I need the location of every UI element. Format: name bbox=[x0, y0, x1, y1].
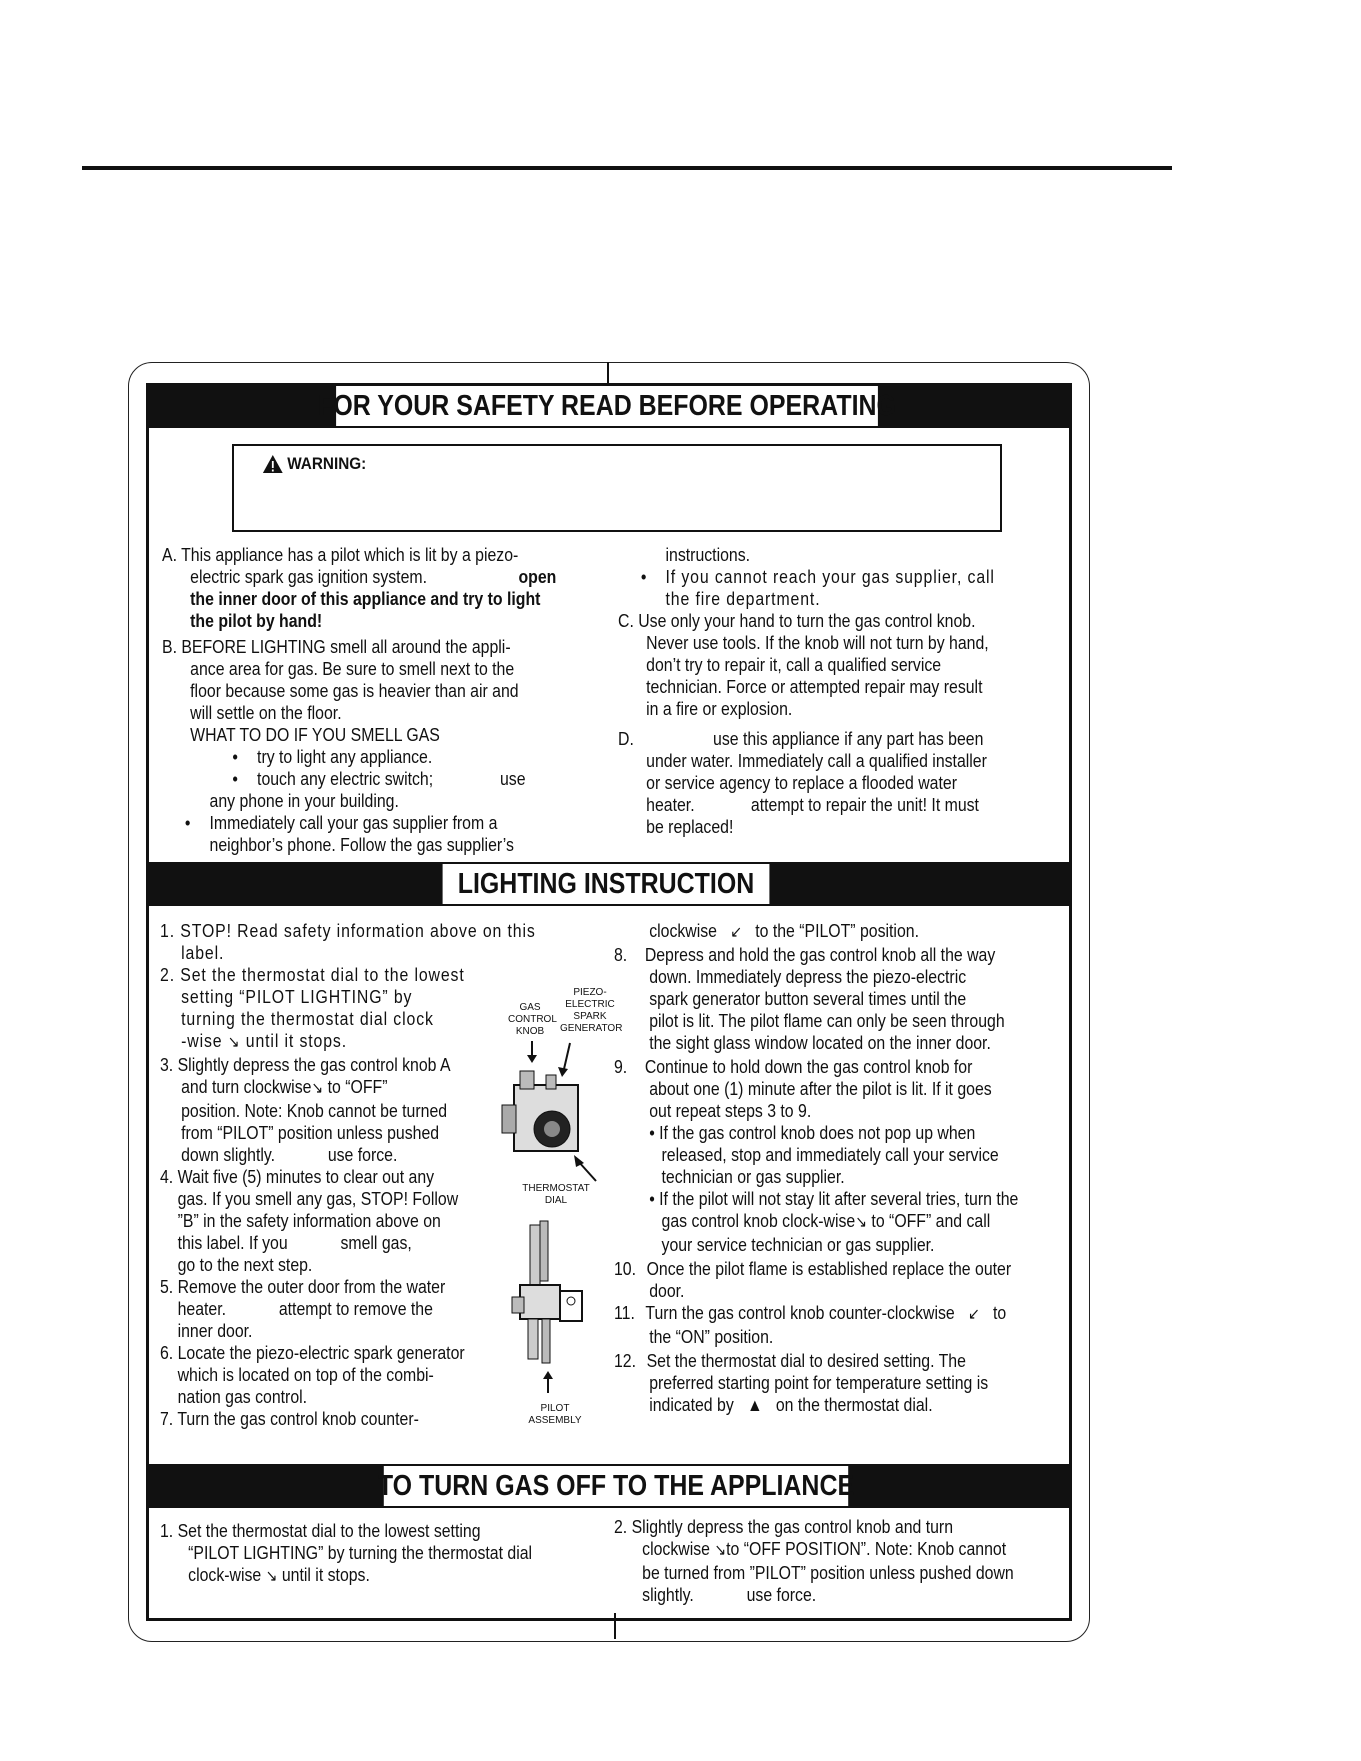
lighting-step: -wise ↘ until it stops. bbox=[181, 1030, 603, 1054]
gasoff-step: slightly. use force. bbox=[642, 1585, 817, 1605]
lighting-step: 5. Remove the outer door from the water bbox=[160, 1277, 446, 1297]
safety-text: ance area for gas. Be sure to smell next to the bbox=[190, 659, 515, 679]
safety-text: floor because some gas is heavier than air and bbox=[190, 681, 519, 701]
safety-text: WHAT TO DO IF YOU SMELL GAS bbox=[190, 725, 440, 745]
lighting-step: 9. Continue to hold down the gas control knob for bbox=[614, 1057, 973, 1077]
lighting-step: 3. Slightly depress the gas control knob A bbox=[160, 1055, 451, 1075]
safety-bullet: • If you cannot reach your gas supplier, call bbox=[666, 566, 1071, 588]
lighting-step: nation gas control. bbox=[177, 1387, 308, 1407]
safety-text: or service agency to replace a flooded water bbox=[646, 773, 957, 793]
lighting-step: 8. Depress and hold the gas control knob all the way bbox=[614, 945, 996, 965]
lighting-step: 11. Turn the gas control knob counter-clockwise ↙ to bbox=[614, 1302, 1028, 1326]
lighting-step: about one (1) minute after the pilot is lit. If it goes bbox=[649, 1079, 992, 1099]
lighting-step: label. bbox=[181, 943, 225, 963]
lighting-right-column bbox=[614, 920, 1028, 1416]
lighting-step: go to the next step. bbox=[177, 1255, 313, 1275]
thermostat-dial-label: THERMOSTAT DIAL bbox=[522, 1183, 590, 1206]
lighting-step: technician or gas supplier. bbox=[661, 1167, 845, 1187]
safety-text: technician. Force or attempted repair may result bbox=[646, 677, 983, 697]
gasoff-title: TO TURN GAS OFF TO THE APPLIANCE bbox=[384, 1466, 848, 1506]
lighting-step: setting “PILOT LIGHTING” by bbox=[181, 987, 413, 1007]
safety-text: C. Use only your hand to turn the gas control knob. bbox=[618, 611, 976, 631]
safety-text: heater. attempt to repair the unit! It must bbox=[646, 795, 979, 815]
safety-text: the fire department. bbox=[665, 589, 821, 609]
clockwise-arrow-icon: ↘ bbox=[714, 1542, 727, 1559]
lighting-step: clockwise ↙ to the “PILOT” position. bbox=[649, 920, 1063, 944]
lighting-step: from “PILOT” position unless pushed bbox=[181, 1123, 440, 1143]
warning-text: WARNING: bbox=[287, 454, 367, 473]
safety-text: D. use this appliance if any part has been bbox=[618, 729, 984, 749]
safety-bullet: • try to light any appliance. bbox=[257, 746, 653, 768]
safety-text: the pilot by hand! bbox=[190, 611, 323, 631]
lighting-step: 12. Set the thermostat dial to desired setting. The bbox=[614, 1351, 966, 1371]
lighting-step: position. Note: Knob cannot be turned bbox=[181, 1101, 448, 1121]
warning-label bbox=[262, 454, 366, 474]
safety-text: the inner door of this appliance and try to light bbox=[190, 589, 541, 609]
clockwise-arrow-icon: ↘ bbox=[311, 1080, 324, 1097]
safety-text: instructions. bbox=[665, 545, 751, 565]
safety-text: Never use tools. If the knob will not turn by hand, bbox=[646, 633, 989, 653]
safety-bullet: • touch any electric switch; use bbox=[257, 768, 653, 790]
lighting-step: indicated by ▲ on the thermostat dial. bbox=[649, 1395, 933, 1415]
clockwise-arrow-icon: ↘ bbox=[265, 1568, 278, 1585]
lighting-step: out repeat steps 3 to 9. bbox=[649, 1101, 812, 1121]
safety-left-column bbox=[162, 544, 558, 856]
lighting-step: ”B” in the safety information above on bbox=[177, 1211, 441, 1231]
warning-triangle-icon bbox=[262, 454, 284, 474]
clockwise-arrow-icon: ↘ bbox=[855, 1214, 868, 1231]
gasoff-left-column bbox=[160, 1520, 582, 1588]
lighting-step: • If the pilot will not stay lit after several tries, turn the bbox=[649, 1189, 1019, 1209]
safety-text: neighbor’s phone. Follow the gas supplier’s bbox=[209, 835, 514, 855]
lighting-step: pilot is lit. The pilot flame can only be seen through bbox=[649, 1011, 1005, 1031]
warning-box bbox=[232, 444, 1002, 532]
lighting-step: 1. STOP! Read safety information above on this bbox=[160, 921, 536, 941]
gasoff-step: be turned from ”PILOT” position unless pushed down bbox=[642, 1563, 1014, 1583]
safety-text: B. BEFORE LIGHTING smell all around the appli- bbox=[162, 637, 511, 657]
tick-mark bbox=[607, 362, 609, 384]
safety-text: in a fire or explosion. bbox=[646, 699, 793, 719]
lighting-step: gas control knob clock-wise↘ to “OFF” and call bbox=[662, 1210, 1076, 1234]
lighting-step: gas. If you smell any gas, STOP! Follow bbox=[177, 1189, 459, 1209]
lighting-step: 10. Once the pilot flame is established replace the outer bbox=[614, 1259, 1012, 1279]
lighting-step: inner door. bbox=[177, 1321, 253, 1341]
safety-text: under water. Immediately call a qualified installer bbox=[646, 751, 987, 771]
clockwise-arrow-icon: ↘ bbox=[227, 1034, 241, 1051]
gasoff-right-column bbox=[614, 1516, 1036, 1606]
lighting-step: the sight glass window located on the inner door. bbox=[649, 1033, 991, 1053]
gasoff-step: clockwise ↘to “OFF POSITION”. Note: Knob cannot bbox=[642, 1538, 1064, 1562]
top-rule bbox=[82, 166, 1172, 170]
lighting-step: which is located on top of the combi- bbox=[177, 1365, 434, 1385]
triangle-indicator-icon: ▲ bbox=[746, 1395, 763, 1415]
lighting-step: 2. Set the thermostat dial to the lowest bbox=[160, 965, 465, 985]
gasoff-step: clock-wise ↘ until it stops. bbox=[188, 1564, 610, 1588]
safety-text: electric spark gas ignition system. open bbox=[190, 567, 557, 587]
gasoff-step: 2. Slightly depress the gas control knob and turn bbox=[614, 1517, 954, 1537]
lighting-step: this label. If you smell gas, bbox=[177, 1233, 412, 1253]
lighting-step: your service technician or gas supplier. bbox=[661, 1235, 935, 1255]
safety-title: FOR YOUR SAFETY READ BEFORE OPERATING bbox=[336, 386, 878, 426]
safety-bullet: • Immediately call your gas supplier from a bbox=[210, 812, 606, 834]
lighting-step: • If the gas control knob does not pop up when bbox=[649, 1123, 976, 1143]
gasoff-step: 1. Set the thermostat dial to the lowest setting bbox=[160, 1521, 481, 1541]
counter-clockwise-arrow-icon: ↙ bbox=[730, 924, 742, 941]
gas-control-knob-label: GAS CONTROL KNOB bbox=[508, 1002, 557, 1037]
lighting-step: 4. Wait five (5) minutes to clear out any bbox=[160, 1167, 435, 1187]
lighting-step: 7. Turn the gas control knob counter- bbox=[160, 1409, 419, 1429]
lighting-step: heater. attempt to remove the bbox=[177, 1299, 433, 1319]
lighting-step: preferred starting point for temperature setting is bbox=[649, 1373, 989, 1393]
lighting-step: door. bbox=[649, 1281, 685, 1301]
piezo-label: PIEZO- ELECTRIC SPARK GENERATOR bbox=[560, 987, 623, 1034]
safety-text: A. This appliance has a pilot which is lit by a piezo- bbox=[162, 545, 519, 565]
safety-text: will settle on the floor. bbox=[190, 703, 342, 723]
lighting-step: released, stop and immediately call your service bbox=[661, 1145, 999, 1165]
lighting-step: 6. Locate the piezo-electric spark generator bbox=[160, 1343, 465, 1363]
lighting-step: down slightly. use force. bbox=[181, 1145, 398, 1165]
gasoff-step: “PILOT LIGHTING” by turning the thermostat dial bbox=[188, 1543, 533, 1563]
safety-text: be replaced! bbox=[646, 817, 734, 837]
lighting-step: spark generator button several times until the bbox=[649, 989, 967, 1009]
lighting-step: down. Immediately depress the piezo-electric bbox=[649, 967, 967, 987]
lighting-step: and turn clockwise↘ to “OFF” bbox=[181, 1076, 603, 1100]
safety-text: don’t try to repair it, call a qualified service bbox=[646, 655, 942, 675]
gas-control-illustration bbox=[500, 985, 623, 1435]
gas-control-figure bbox=[500, 985, 623, 1435]
counter-clockwise-arrow-icon: ↙ bbox=[967, 1306, 980, 1323]
lighting-title: LIGHTING INSTRUCTION bbox=[443, 864, 770, 904]
safety-right-column bbox=[618, 544, 1023, 838]
lighting-step: the “ON” position. bbox=[649, 1327, 774, 1347]
lighting-step: turning the thermostat dial clock bbox=[181, 1009, 434, 1029]
pilot-assembly-label: PILOT ASSEMBLY bbox=[528, 1403, 582, 1426]
safety-text: any phone in your building. bbox=[209, 791, 399, 811]
